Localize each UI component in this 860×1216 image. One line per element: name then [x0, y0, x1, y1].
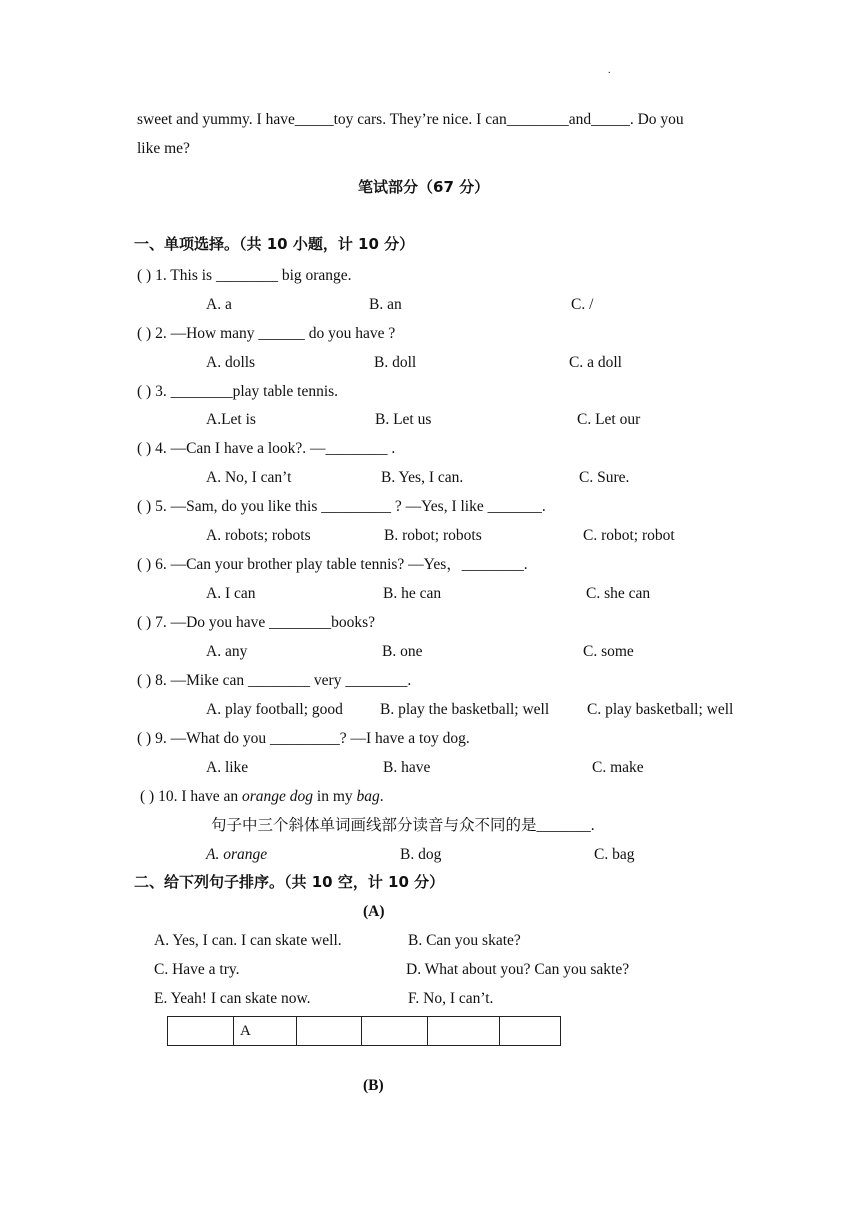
question-3-stem: ( ) 3. ________play table tennis. — [137, 383, 339, 400]
written-part-title: 笔试部分（67 分） — [358, 178, 490, 196]
question-5-option-a: A. robots; robots — [206, 527, 311, 544]
section1-heading: 一、单项选择。（共 10 小题，计 10 分） — [134, 235, 415, 253]
question-8-option-a: A. play football; good — [206, 701, 343, 718]
question-10-suffix: . — [379, 788, 384, 805]
question-7-option-b: B. one — [382, 643, 423, 660]
question-4-option-b: B. Yes, I can. — [381, 469, 464, 486]
order-answer-table — [167, 1016, 561, 1046]
question-7-stem: ( ) 7. —Do you have ________books? — [137, 614, 376, 631]
question-7-option-c: C. some — [583, 643, 634, 660]
intro-line-1: sweet and yummy. I have_____toy cars. They’re nice. I can________and_____. Do you — [137, 111, 684, 128]
question-3-option-b: B. Let us — [375, 411, 432, 428]
question-10-prefix: ( ) 10. I have an — [140, 788, 242, 805]
question-2-option-b: B. doll — [374, 354, 417, 371]
order-answer-cell[interactable] — [168, 1017, 234, 1046]
question-8-stem: ( ) 8. —Mike can ________ very ________. — [137, 672, 412, 689]
question-9-option-a: A. like — [206, 759, 249, 776]
question-2-stem: ( ) 2. —How many ______ do you have ? — [137, 325, 396, 342]
question-9-stem: ( ) 9. —What do you _________? —I have a toy dog. — [137, 730, 470, 747]
sentence-b: B. Can you skate? — [408, 932, 521, 949]
question-1-option-b: B. an — [369, 296, 402, 313]
question-10-instruction: 句子中三个斜体单词画线部分读音与众不同的是_______. — [211, 817, 595, 834]
question-1-option-c: C. / — [571, 296, 594, 313]
question-10-mid: in my — [313, 788, 357, 805]
question-4-option-c: C. Sure. — [579, 469, 630, 486]
question-6-option-a: A. I can — [206, 585, 256, 602]
question-5-option-b: B. robot; robots — [384, 527, 482, 544]
question-9-option-c: C. make — [592, 759, 644, 776]
question-7-option-a: A. any — [206, 643, 248, 660]
question-6-option-b: B. he can — [383, 585, 442, 602]
question-5-option-c: C. robot; robot — [583, 527, 675, 544]
question-10-stem — [140, 789, 384, 805]
order-answer-cell[interactable] — [362, 1017, 428, 1046]
order-answer-cell[interactable]: A — [234, 1017, 297, 1046]
question-3-option-a: A.Let is — [206, 411, 256, 428]
part-a-label: (A) — [363, 903, 385, 920]
order-answer-cell[interactable] — [428, 1017, 500, 1046]
question-8-option-b: B. play the basketball; well — [380, 701, 550, 718]
sentence-d: D. What about you? Can you sakte? — [406, 961, 630, 978]
question-1-stem: ( ) 1. This is ________ big orange. — [137, 267, 352, 284]
question-8-option-c: C. play basketball; well — [587, 701, 734, 718]
question-10-word-bag: bag — [356, 788, 380, 805]
sentence-c: C. Have a try. — [154, 961, 240, 978]
question-10-word-orange-dog: orange dog — [242, 788, 314, 805]
question-10-option-a: A. orange — [206, 846, 268, 863]
page-dot: . — [608, 65, 611, 76]
question-4-stem: ( ) 4. —Can I have a look?. —________ . — [137, 440, 396, 457]
question-2-option-c: C. a doll — [569, 354, 622, 371]
order-answer-cell[interactable] — [500, 1017, 561, 1046]
question-10-option-b-text: B. dog — [400, 846, 442, 863]
intro-line-2: like me? — [137, 140, 190, 157]
question-10-option-b — [400, 847, 441, 863]
question-10-option-c: C. bag — [594, 846, 635, 863]
sentence-e: E. Yeah! I can skate now. — [154, 990, 311, 1007]
question-4-option-a: A. No, I can’t — [206, 469, 292, 486]
sentence-a: A. Yes, I can. I can skate well. — [154, 932, 342, 949]
section2-heading: 二、给下列句子排序。（共 10 空，计 10 分） — [134, 873, 445, 891]
question-6-option-c: C. she can — [586, 585, 651, 602]
question-9-option-b: B. have — [383, 759, 431, 776]
question-5-stem: ( ) 5. —Sam, do you like this _________ ? —Yes, I like _______. — [137, 498, 546, 515]
question-3-option-c: C. Let our — [577, 411, 641, 428]
order-answer-row — [168, 1017, 561, 1046]
question-1-option-a: A. a — [206, 296, 232, 313]
question-6-stem: ( ) 6. —Can your brother play table tennis? —Yes，________. — [137, 556, 528, 573]
order-answer-cell[interactable] — [297, 1017, 362, 1046]
question-2-option-a: A. dolls — [206, 354, 256, 371]
sentence-f: F. No, I can’t. — [408, 990, 494, 1007]
part-b-label: (B) — [363, 1077, 384, 1094]
